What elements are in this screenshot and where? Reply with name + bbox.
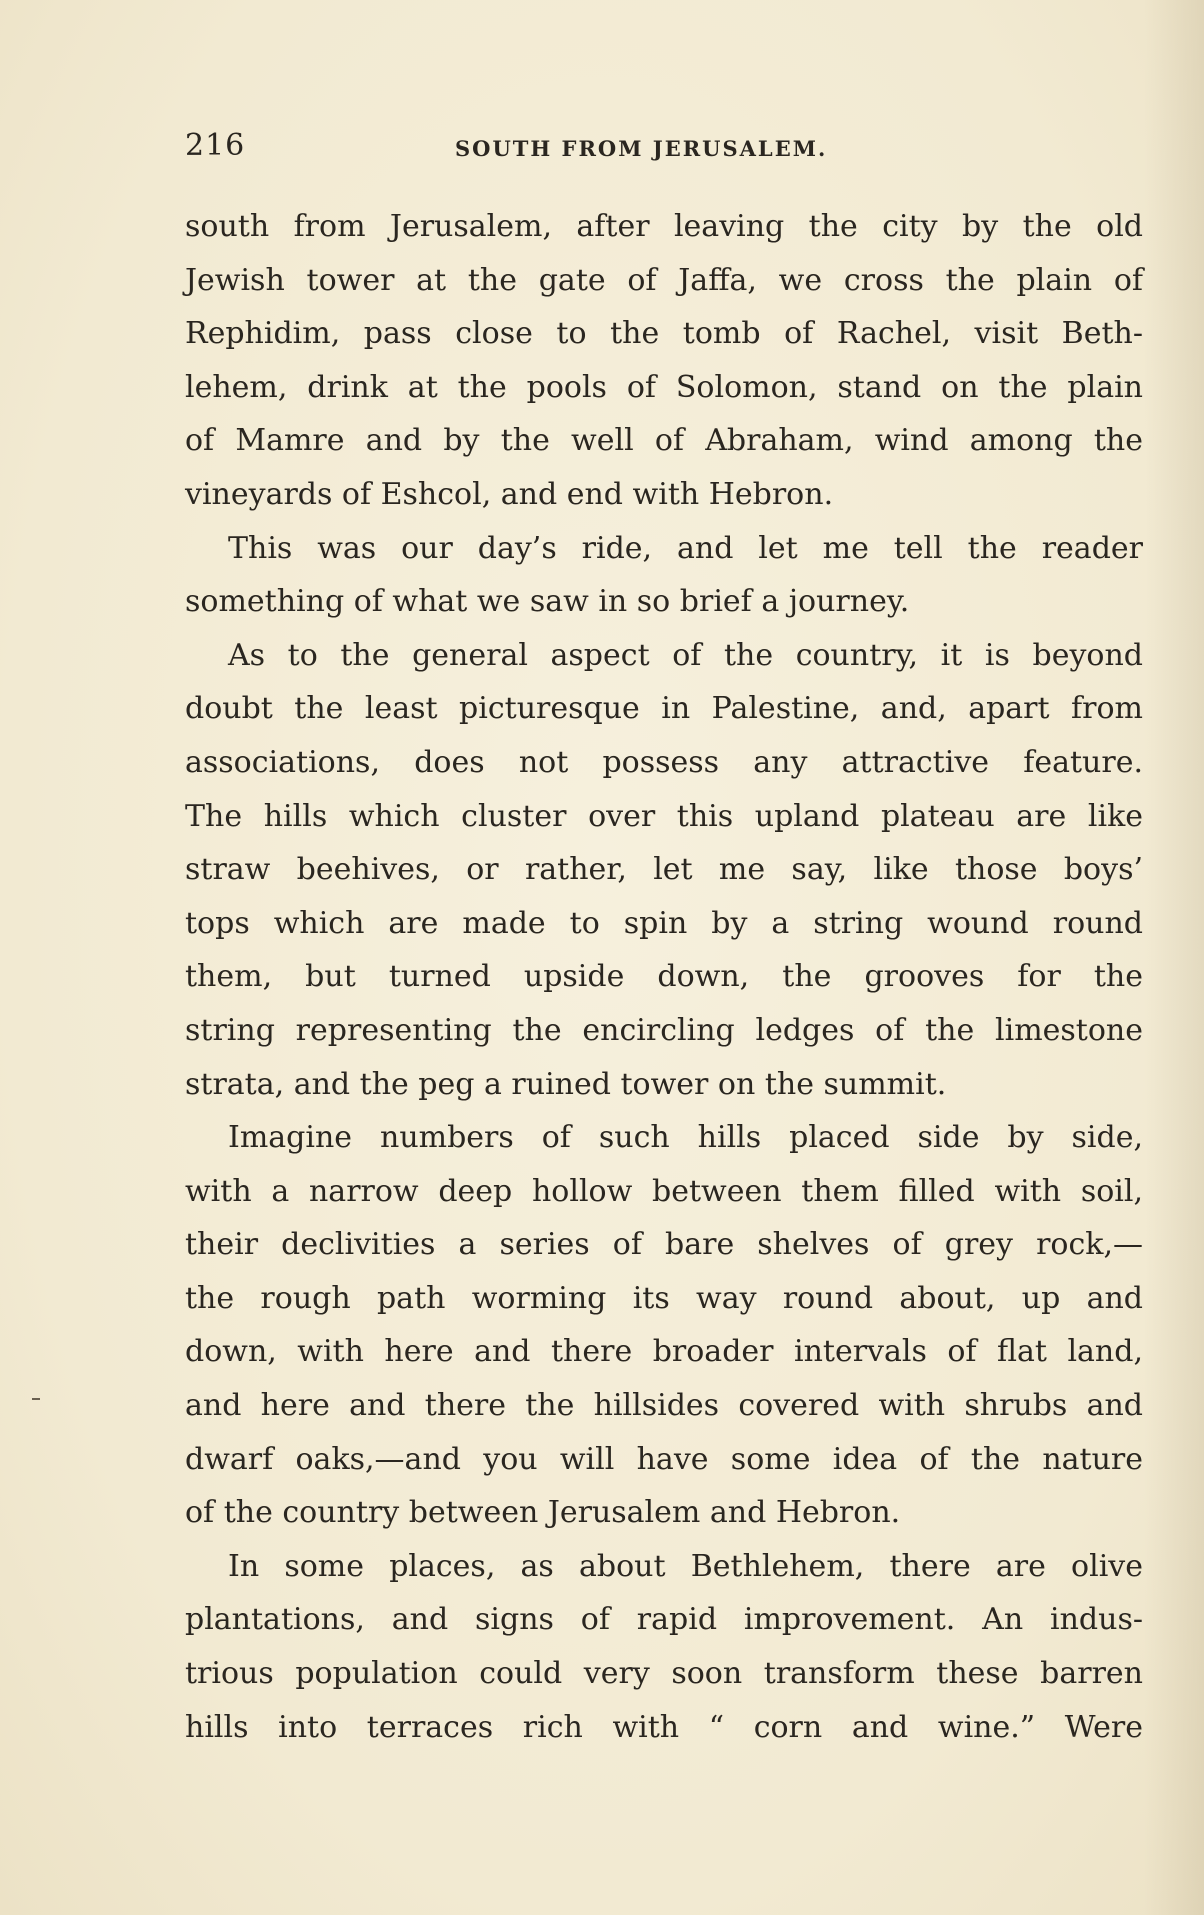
text-line: Rephidim, pass close to the tomb of Rachel, visit Beth- (185, 316, 1143, 352)
text-line: their declivities a series of bare shelves of grey rock,— (185, 1227, 1143, 1263)
paragraph-first-line: As to the general aspect of the country, it is beyond (228, 637, 1143, 673)
paragraph-first-line: In some places, as about Bethlehem, there are olive (228, 1548, 1143, 1584)
running-head: SOUTH FROM JERUSALEM. (455, 136, 828, 161)
text-line: something of what we saw in so brief a journey. (185, 584, 910, 620)
text-line: the rough path worming its way round about, up and (185, 1280, 1143, 1316)
page-edge-shadow (1144, 0, 1204, 1915)
paragraph-first-line: This was our day’s ride, and let me tell the reader (228, 530, 1143, 566)
text-line: hills into terraces rich with “ corn and wine.” Were (185, 1709, 1143, 1745)
text-line: plantations, and signs of rapid improvement. An indus- (185, 1602, 1143, 1638)
margin-mark (32, 1398, 40, 1400)
text-line: dwarf oaks,—and you will have some idea of the nature (185, 1441, 1143, 1477)
page-header (185, 128, 1145, 168)
page-number: 216 (185, 128, 246, 163)
text-line: straw beehives, or rather, let me say, like those boys’ (185, 852, 1143, 888)
text-line: south from Jerusalem, after leaving the city by the old (185, 209, 1143, 244)
text-line: of Mamre and by the well of Abraham, wind among the (185, 423, 1143, 459)
text-line: tops which are made to spin by a string wound round (185, 905, 1143, 941)
text-line: trious population could very soon transform these barren (185, 1656, 1143, 1692)
text-line: strata, and the peg a ruined tower on the summit. (185, 1066, 947, 1102)
text-line: with a narrow deep hollow between them filled with soil, (185, 1173, 1143, 1209)
body-text (185, 200, 1143, 1754)
text-line: and here and there the hillsides covered with shrubs and (185, 1388, 1143, 1424)
text-line: associations, does not possess any attractive feature. (185, 744, 1143, 780)
text-line: string representing the encircling ledges of the limestone (185, 1012, 1143, 1048)
text-line: vineyards of Eshcol, and end with Hebron. (185, 476, 834, 512)
text-line: them, but turned upside down, the grooves for the (185, 959, 1143, 995)
text-line: of the country between Jerusalem and Hebron. (185, 1495, 901, 1531)
text-line: down, with here and there broader intervals of flat land, (185, 1334, 1143, 1370)
text-line: The hills which cluster over this upland plateau are like (185, 798, 1143, 834)
paragraph-first-line: Imagine numbers of such hills placed side by side, (228, 1120, 1143, 1156)
text-line: lehem, drink at the pools of Solomon, stand on the plain (185, 369, 1143, 405)
text-line: doubt the least picturesque in Palestine, and, apart from (185, 691, 1143, 727)
text-line: Jewish tower at the gate of Jaffa, we cross the plain of (185, 262, 1143, 298)
